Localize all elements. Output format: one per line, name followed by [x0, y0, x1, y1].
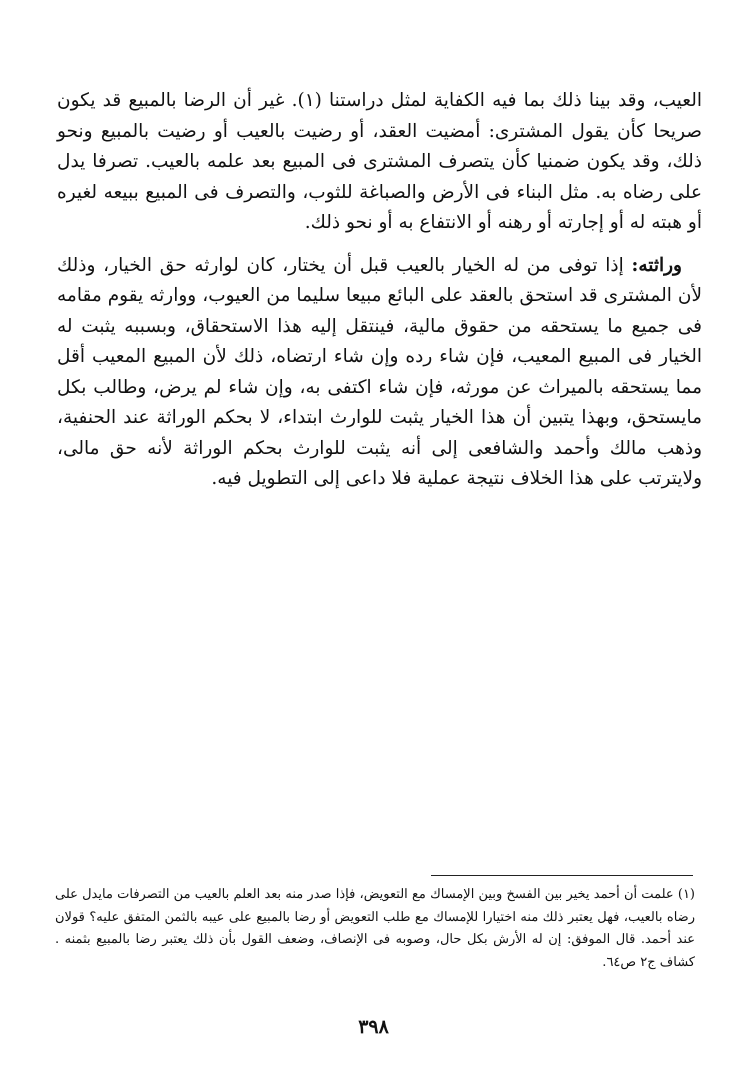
paragraph-defect-acceptance: [57, 86, 702, 239]
footnote: (١) علمت أن أحمد يخير بين الفسخ وبين الإمساك مع التعويض، فإذا صدر منه بعد العلم بالعيب من التصرفات مايدل على رضاه بالعيب، فهل يعتبر ذلك منه اختيارا للإمساك مع طلب التعويض أو رضا بالمبيع على عيبه بالثمن المتفق عليه؟ قولان عند أحمد. قال الموفق: إن له الأرش بكل حال، وصوبه فى الإنصاف، وضعف القول بأن ذلك يعتبر رضا بالمبيع بثمنه . كشاف ج٢ ص٦٤.: [55, 887, 695, 970]
main-text: [57, 86, 702, 495]
paragraph-inheritance: [57, 251, 702, 495]
footnote-separator: [431, 875, 693, 876]
paragraph-text: العيب، وقد بينا ذلك بما فيه الكفاية لمثل دراستنا (١). غير أن الرضا بالمبيع قد يكون صريحا كأن يقول المشترى: أمضيت العقد، أو رضيت بالعيب أو رضيت بالمبيع ونحو ذلك، وقد يكون ضمنيا كأن يتصرف المشترى فى المبيع بعد علمه بالعيب. تصرفا يدل على رضاه به. مثل البناء فى الأرض والصباغة للثوب، والتصرف فى المبيع ببيعه لغيره أو هبته له أو إجارته أو رهنه أو الانتفاع به أو نحو ذلك.: [57, 90, 703, 233]
paragraph-heading: وراثته:: [631, 254, 682, 276]
footnotes: [55, 884, 695, 974]
page-number: ٣٩٨: [358, 1016, 389, 1038]
paragraph-text: إذا توفى من له الخيار بالعيب قبل أن يختار، كان لوارثه حق الخيار، وذلك لأن المشترى قد استحق بالعقد على البائع مبيعا سليما من العيوب، ووارثه يقوم مقامه فى جميع ما يستحقه من حقوق مالية، فينتقل إليه هذا الاستحقاق، وبسببه يثبت له الخيار فى المبيع المعيب، فإن شاء رده وإن شاء ارتضاه، ذلك لأن المبيع المعيب أقل مما يستحقه بالميراث عن مورثه، فإن شاء اكتفى به، وإن شاء لم يرض، وطالب بكل مايستحق، وبهذا يتبين أن هذا الخيار يثبت للوارث ابتداء، لا بحكم الوراثة عند الحنفية، وذهب مالك وأحمد والشافعى إلى أنه يثبت للوارث بحكم الوراثة لأنه حق مالى، ولايترتب على هذا الخلاف نتيجة عملية فلا داعى إلى التطويل فيه.: [57, 254, 702, 489]
